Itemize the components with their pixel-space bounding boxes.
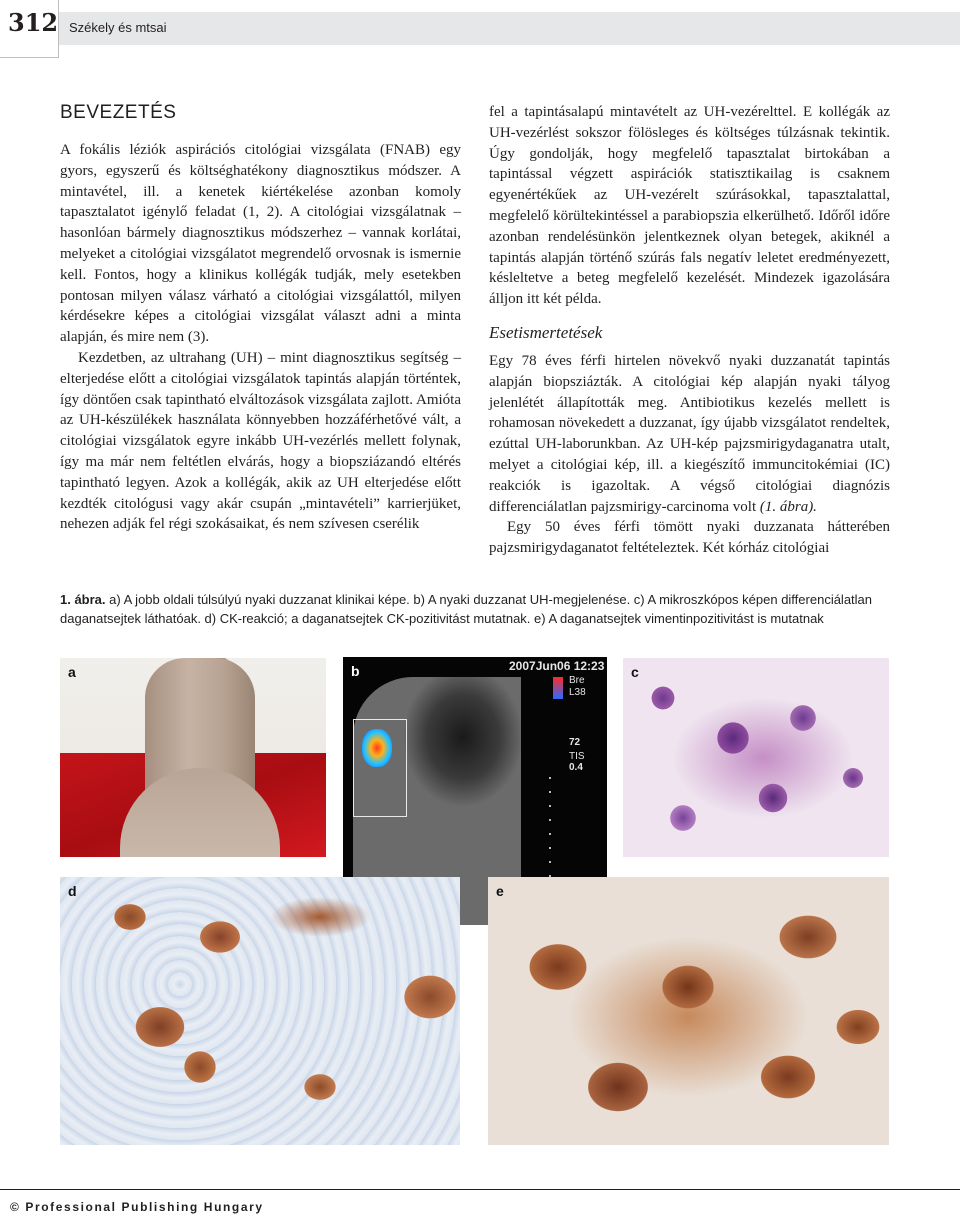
page-number: 312 bbox=[8, 8, 59, 37]
caption-text: a) A jobb oldali túlsúlyú nyaki duzzanat klinikai képe. b) A nyaki duzzanat UH-megjelenése. c) A mikroszkópos képen differenciálatlan daganatsejtek láthatóak. d) CK-reakció; a daganatsejtek CK-pozitivitást mutatnak. e) A daganatsejtek vimentinpozitivitást is mutatnak bbox=[60, 592, 873, 626]
doppler-signal bbox=[362, 729, 392, 767]
section-title: BEVEZETÉS bbox=[60, 102, 177, 123]
paragraph bbox=[489, 351, 890, 517]
caption-label: 1. ábra. bbox=[60, 592, 106, 607]
ultrasound-value: 72 bbox=[569, 737, 581, 748]
paragraph: fel a tapintásalapú mintavételt az UH-vezérelttel. E kollégák az UH-vezérlést sokszor fölösleges és költséges túlzásnak tekintik. Úgy gondolják, hogy megfelelő tapasztalat birtokában a tapintással végzett aspirációk statisztikailag is csaknem egyenértékűek az UH-vezérelt szúrásokkal, tapasztalattal, megfelelő körültekintéssel a parabiopszia elkerülhető. Időről időre azonban rendelésünkön jelentkeznek olyan betegek, akiknél a tapintás alapján történő szúrás fals negatív leletet eredményezett, késleltetve a beteg megfelelő kezelését. Mindezek igazolására álljon itt két példa. bbox=[489, 104, 890, 308]
panel-label: e bbox=[496, 883, 504, 899]
panel-label: d bbox=[68, 883, 77, 899]
subheading: Esetismertetések bbox=[489, 322, 603, 342]
ultrasound-timestamp: 2007Jun06 12:23 bbox=[509, 659, 605, 673]
figure-panel-c bbox=[623, 658, 889, 857]
ultrasound-preset: Bre bbox=[569, 675, 585, 686]
paragraph: A fokális léziók aspirációs citológiai vizsgálata (FNAB) egy gyors, egyszerű és költséghatékony diagnosztikus módszer. A mintavétel, ill. a kenetek kiértékelése azonban komoly tapasztalatot igénylő feladat (1, 2). A citológiai vizsgálatnak – hasonlóan bármely diagnosztikus módszerhez – vannak korlátai, melyeket a citológiai vizsgálatot megrendelő orvosnak is ismernie kell. Fontos, hogy a klinikus kollégák tudják, mely esetekben pontosan milyen válasz várható a citológiai vizsgálattól, milyen kérdésekre képes a citológiai vizsgálat választ adni a minta alapján, és mire nem (3). bbox=[60, 142, 461, 346]
figure-panel-e bbox=[488, 877, 889, 1145]
left-column bbox=[60, 100, 461, 535]
running-head-bar bbox=[59, 12, 960, 45]
footer-publisher: © Professional Publishing Hungary bbox=[10, 1200, 264, 1214]
paragraph: Kezdetben, az ultrahang (UH) – mint diagnosztikus segítség – elterjedése előtt a citológiai vizsgálatok tapintás alapján történtek, így döntően csak tapintható elváltozások vizsgálata zajlott. Amióta az UH-készülékek használata könnyebben hozzáférhetővé vált, a citológiai vizsgálatok egyre inkább UH-vezérlés mellett folynak, így ma már nem feltétlen elvárás, hogy a biopsziázandó eltérés tapintható legyen. Azok a kollégák, akik az UH elterjedése előtt kezdték citológusi vagy akár csupán „mintavételi” karrierjüket, nehezen adják fel régi szokásaikat, és nem szívesen cserélik bbox=[60, 349, 461, 533]
figure-panel-d bbox=[60, 877, 460, 1145]
footer-rule bbox=[0, 1189, 960, 1190]
header-rule bbox=[0, 57, 58, 58]
ultrasound-probe: L38 bbox=[569, 687, 586, 698]
figure-reference: (1. ábra). bbox=[759, 498, 817, 515]
ultrasound-tis-value: 0.4 bbox=[569, 762, 583, 773]
right-column bbox=[489, 102, 890, 559]
figure-caption bbox=[60, 590, 890, 628]
panel-label: c bbox=[631, 664, 639, 680]
panel-label: b bbox=[351, 663, 360, 679]
ultrasound-tis-label: TIS bbox=[569, 751, 585, 762]
running-head: Székely és mtsai bbox=[69, 20, 167, 35]
color-scale-bar bbox=[553, 677, 563, 699]
figure-panel-a bbox=[60, 658, 326, 857]
page-header bbox=[0, 0, 960, 58]
panel-label: a bbox=[68, 664, 76, 680]
paragraph: Egy 50 éves férfi tömött nyaki duzzanata hátterében pajzsmirigydaganatot feltételeztek. Két kórház citológiai bbox=[489, 519, 890, 557]
paragraph-text: Egy 78 éves férfi hirtelen növekvő nyaki duzzanatát tapintás alapján biopsziázták. A citológiai kép alapján nyaki tályog jelenlétét állapították meg. Antibiotikus kezelés mellett is rohamosan növekedett a duzzanat, így újabb vizsgálatot rendeltek, ezúttal UH-laborunkban. Az UH-kép pajzsmirigydaganatra utalt, melyet a citológiai kép, ill. a kiegészítő immuncitokémiai (IC) reakciók is igazoltak. A végső citológiai diagnózis differenciálatlan pajzsmirigy-carcinoma volt bbox=[489, 352, 890, 515]
